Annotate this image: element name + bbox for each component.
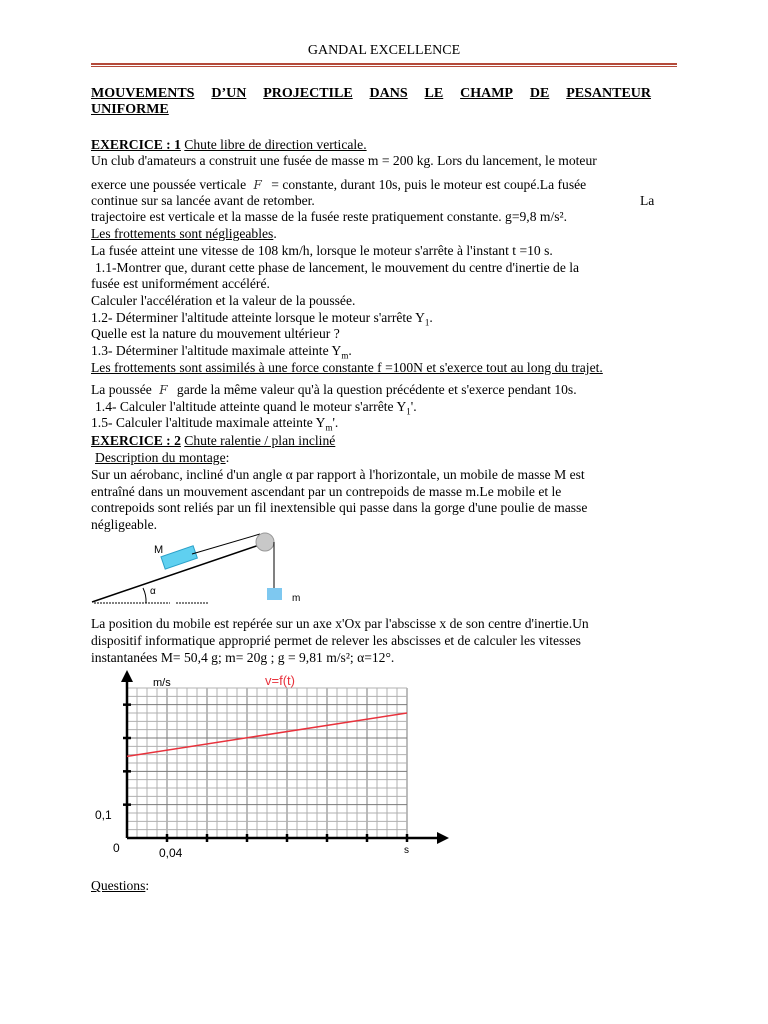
ex2-text-line: dispositif informatique approprié permet de relever les abscisses et de calculer les vitesses (91, 633, 581, 648)
label-m: m (292, 593, 301, 604)
ex1-question: 1.5- Calculer l'altitude maximale atteinte $Y_m'$. (91, 415, 339, 433)
ex1-text-line: continue sur sa lancée avant de retomber. (91, 193, 315, 208)
title-word: CHAMP (460, 86, 513, 101)
chart-grid (127, 688, 407, 838)
title-word: DANS (369, 86, 408, 101)
ex2-description-heading: Description du montage: (95, 450, 230, 465)
ex2-text-line: Sur un aérobanc, incliné d'un angle α par rapport à l'horizontale, un mobile de masse M est (91, 467, 585, 482)
ex1-text-line: Un club d'amateurs a construit une fusée de masse m = 200 kg. Lors du lancement, le moteur (91, 153, 597, 168)
ex1-question: 1.1-Montrer que, durant cette phase de lancement, le mouvement du centre d'inertie de la (95, 260, 580, 275)
ex1-text-line: exerce une poussée verticale F = constante, durant 10s, puis le moteur est coupé.La fusée (91, 177, 587, 192)
title-word: PESANTEUR (566, 86, 651, 101)
y-axis-label: m/s (153, 677, 171, 689)
ex2-text-line: La position du mobile est repérée sur un axe x'Ox par l'abscisse x de son centre d'inertie.Un (91, 616, 589, 631)
ex1-text-line: La fusée atteint une vitesse de 108 km/h, lorsque le moteur s'arrête à l'instant t =10 s. (91, 243, 553, 258)
ex1-heading-line (91, 137, 367, 153)
ex2-heading: EXERCICE : 2 (91, 433, 181, 448)
label-alpha: α (150, 586, 156, 597)
title-word: MOUVEMENTS (91, 86, 195, 101)
label-M: M (154, 544, 164, 556)
title-word: D’UN (211, 86, 247, 101)
x-axis-arrow (437, 832, 449, 844)
ex1-text-line: La poussée F garde la même valeur qu'à la question précédente et s'exerce pendant 10s. (91, 382, 577, 397)
ex1-question: 1.4- Calculer l'altitude atteinte quand le moteur s'arrête $Y_1'$. (95, 399, 417, 417)
x-tick-label: 0,04 (159, 846, 183, 860)
ex2-text-line: contrepoids sont reliés par un fil inextensible qui passe dans la gorge d'une poulie de masse (91, 500, 588, 515)
ex1-section-note: Les frottements sont négligeables. (91, 226, 277, 241)
ex2-subtitle: Chute ralentie / plan incliné (184, 433, 336, 448)
inclined-plane-figure (88, 530, 328, 610)
ex1-text-line: La (640, 193, 655, 208)
mobile-block (161, 546, 197, 569)
header-rule (91, 63, 677, 65)
document-header: GANDAL EXCELLENCE (307, 43, 461, 58)
ex2-heading-line (91, 433, 335, 449)
y-axis-arrow (121, 670, 133, 682)
questions-heading: Questions: (91, 878, 150, 893)
chapter-title: MOUVEMENTS D’UN PROJECTILE DANS LE CHAMP DE PESANTEUR UNIFORME (91, 86, 651, 117)
ex1-heading: EXERCICE : 1 (91, 137, 181, 152)
chart-title: v=f(t) (265, 673, 295, 688)
title-word: DE (529, 86, 550, 101)
ex2-text-line: négligeable. (91, 517, 158, 532)
pulley (256, 533, 274, 551)
force-symbol: F (253, 178, 262, 192)
x-axis-label: s (404, 845, 409, 856)
ex2-text-line: instantanées M= 50,4 g; m= 20g ; g = 9,81 m/s²; α=12°. (91, 650, 395, 665)
string-incline (192, 534, 260, 554)
title-word: PROJECTILE (263, 86, 353, 101)
y-tick-label: 0,1 (95, 808, 112, 822)
ex1-section-note: Les frottements sont assimilés à une force constante f =100N et s'exerce tout au long du trajet. (91, 360, 603, 375)
title-word: LE (424, 86, 444, 101)
force-symbol: F (159, 383, 168, 397)
origin-label: 0 (113, 841, 120, 855)
angle-arc (143, 588, 146, 603)
ex1-subtitle: Chute libre de direction verticale. (184, 137, 367, 152)
ex1-text-line: Calculer l'accélération et la valeur de la poussée. (91, 293, 356, 308)
velocity-chart (85, 668, 455, 863)
ex2-text-line: entraîné dans un mouvement ascendant par un contrepoids de masse m.Le mobile et le (91, 484, 562, 499)
counterweight (267, 588, 282, 600)
ex1-question: 1.2- Déterminer l'altitude atteinte lorsque le moteur s'arrête $Y_1$. (91, 310, 433, 328)
header-rule-thin (91, 66, 677, 67)
ex1-text-line: fusée est uniformément accéléré. (91, 276, 270, 291)
ex1-question: 1.3- Déterminer l'altitude maximale atteinte $Y_m$. (91, 343, 352, 361)
ex1-text-line: Quelle est la nature du mouvement ultérieur ? (91, 326, 340, 341)
ex1-text-line: trajectoire est verticale et la masse de la fusée reste pratiquement constante. g=9,8 m/s². (91, 209, 568, 224)
